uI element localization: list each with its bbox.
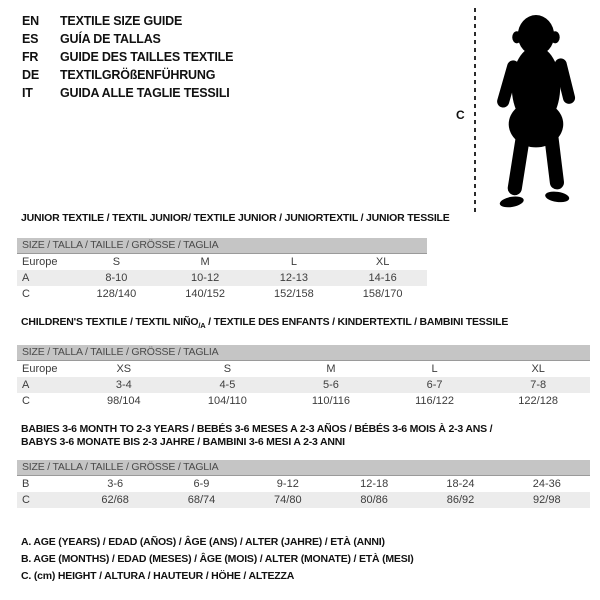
size-cell: 5-6 [323,379,339,392]
size-cell: 92/98 [533,494,561,507]
size-header-bar: SIZE / TALLA / TAILLE / GRÖSSE / TAGLIA [17,238,427,254]
size-cell: 24-36 [532,478,561,491]
table-row [17,492,590,508]
size-cell: 18-24 [446,478,475,491]
size-cell: L [431,363,438,376]
size-cell: XL [531,363,545,376]
size-cell: 122/128 [518,395,559,408]
row-label: C [22,494,30,507]
babies-section-title [21,423,590,449]
size-cell: 10-12 [191,272,220,284]
size-cell: 12-18 [360,478,389,491]
table-row [17,393,590,409]
babies-section-title-line2: BABYS 3-6 MONATE BIS 2-3 JAHRE / BAMBINI 3-6 MESI A 2-3 ANNI [21,436,345,449]
size-cell: 6-7 [426,379,443,392]
size-cell: 86/92 [446,494,475,507]
size-cell: S [112,256,121,268]
language-code: FR [22,50,39,64]
language-row-it [22,84,233,102]
junior-section-title-text: JUNIOR TEXTILE / TEXTIL JUNIOR/ TEXTILE JUNIOR / JUNIORTEXTIL / JUNIOR TESSILE [21,212,450,224]
children-section-title-text: CHILDREN'S TEXTILE / TEXTIL NIÑO [21,316,199,328]
size-header-bar: SIZE / TALLA / TAILLE / GRÖSSE / TAGLIA [17,460,590,476]
height-measure-dotted-line [474,8,476,214]
size-cell: 116/122 [415,395,455,408]
legend-note-c: C. (cm) HEIGHT / ALTURA / HAUTEUR / HÖHE / ALTEZZA [21,570,295,583]
language-code: IT [22,86,33,100]
size-cell: XL [375,256,390,268]
size-cell: 8-10 [105,272,128,284]
baby-measure-figure [452,8,598,214]
guide-title-de: TEXTILGRÖßENFÜHRUNG [60,68,216,82]
children-size-table [17,345,590,409]
language-row-de [22,66,233,84]
table-row [17,377,590,393]
table-row [17,361,590,377]
children-table-rows [17,361,590,409]
size-cell: S [223,363,232,376]
size-cell: 6-9 [193,478,210,491]
row-label: C [22,395,30,408]
language-row-es [22,30,233,48]
row-label: Europe [22,256,58,268]
language-row-en [22,12,233,30]
junior-table-rows [17,254,427,302]
guide-title-es: GUÍA DE TALLAS [60,32,161,46]
size-cell: 98/104 [106,395,141,408]
size-cell: 74/80 [274,494,302,507]
children-title-subscript: /A [198,321,206,331]
size-cell: 80/86 [360,494,388,507]
size-tables-content [17,212,590,585]
guide-title-it: GUIDA ALLE TAGLIE TESSILI [60,86,230,100]
table-row [17,254,427,270]
size-cell: 128/140 [96,288,137,300]
language-header [22,12,233,102]
size-cell: 68/74 [187,494,216,507]
babies-size-table [17,460,590,508]
size-header-bar: SIZE / TALLA / TAILLE / GRÖSSE / TAGLIA [17,345,590,361]
junior-section-title [21,212,590,225]
row-label: C [22,288,30,300]
babies-section-title-line1: BABIES 3-6 MONTH TO 2-3 YEARS / BEBÉS 3-6 MESES A 2-3 AÑOS / BÉBÉS 3-6 MOIS À 2-3 ANS / [21,423,493,436]
guide-title-fr: GUIDE DES TAILLES TEXTILE [60,50,234,64]
table-row [17,476,590,492]
language-code: ES [22,32,39,46]
height-measure-label: C [456,108,465,122]
size-cell: XS [116,363,132,376]
size-cell: 158/170 [362,288,403,300]
language-code: DE [22,68,39,82]
size-cell: 152/158 [273,288,314,300]
table-row [17,270,427,286]
size-cell: 62/68 [101,494,129,507]
size-cell: 9-12 [276,478,299,491]
size-cell: M [326,363,336,376]
baby-silhouette-icon [482,10,594,212]
language-row-fr [22,48,233,66]
size-cell: 7-8 [530,379,547,392]
guide-title-en: TEXTILE SIZE GUIDE [60,14,183,28]
size-cell: 12-13 [279,272,308,284]
size-cell: 3-6 [107,478,124,491]
size-cell: 4-5 [219,379,236,392]
row-label: A [22,379,30,392]
size-cell: L [290,256,297,268]
size-cell: 104/110 [207,395,247,408]
size-cell: 14-16 [368,272,397,284]
row-label: B [22,478,30,491]
row-label: A [22,272,30,284]
size-cell: M [200,256,210,268]
legend-note-b: B. AGE (MONTHS) / EDAD (MESES) / ÂGE (MOIS) / ALTER (MONATE) / ETÀ (MESI) [21,553,414,566]
table-row [17,286,427,302]
children-section-title [21,316,590,332]
size-cell: 140/152 [185,288,225,300]
junior-size-table [17,238,427,302]
children-section-title-text: / TEXTILE DES ENFANTS / KINDERTEXTIL / BAMBINI TESSILE [205,316,509,328]
row-label: Europe [22,363,58,376]
legend-note-a: A. AGE (YEARS) / EDAD (AÑOS) / ÂGE (ANS) / ALTER (JAHRE) / ETÀ (ANNI) [21,536,385,549]
size-cell: 3-4 [115,379,132,392]
babies-table-rows [17,476,590,508]
size-cell: 110/116 [311,395,351,408]
legend-notes [21,534,590,585]
language-code: EN [22,14,39,28]
